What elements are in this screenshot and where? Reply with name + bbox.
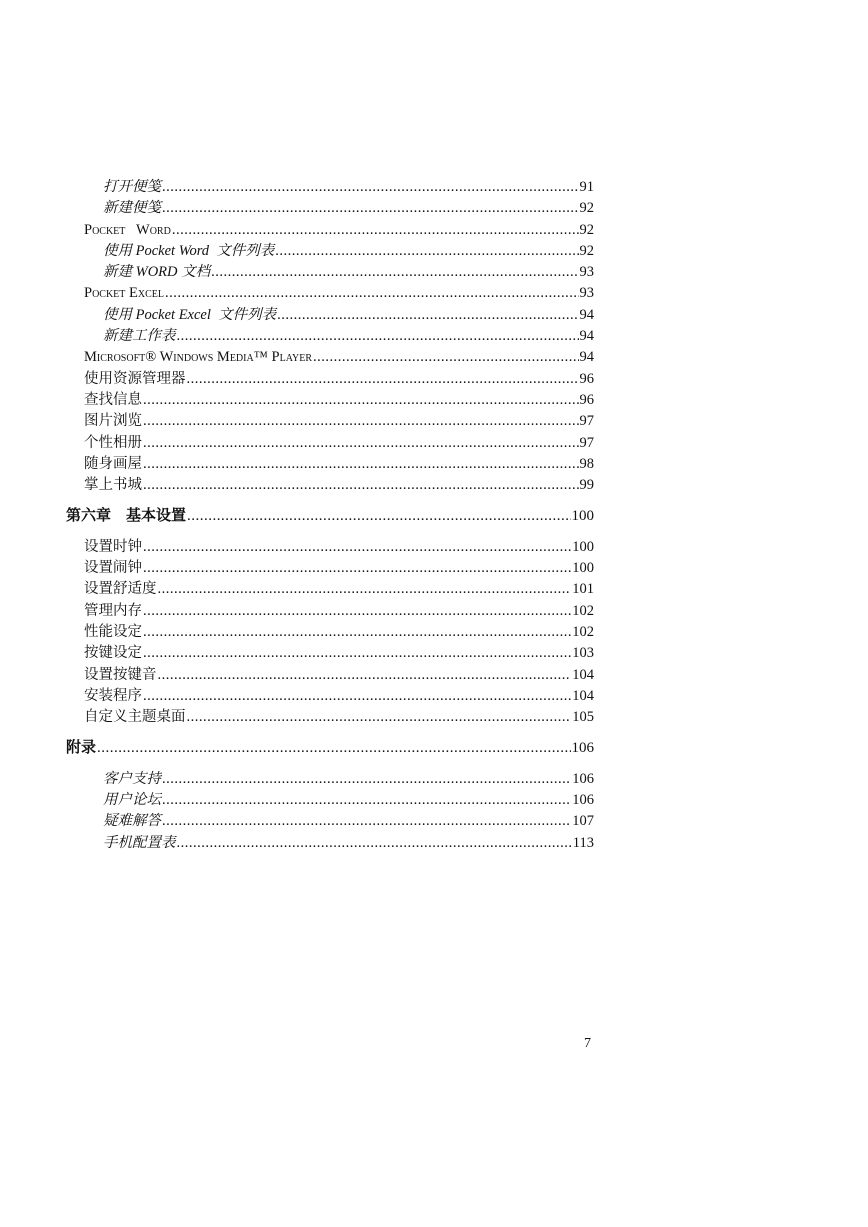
toc-title: 设置时钟 [84,538,142,555]
toc-page: 93 [579,285,594,302]
toc-title: 图片浏览 [84,413,142,430]
toc-title: Pocket Word [84,221,171,238]
toc-title: 掌上书城 [84,477,142,494]
toc-entry [66,369,594,390]
table-of-contents [66,177,594,854]
leader-dots [158,579,572,600]
toc-entry [66,769,594,790]
toc-entry [66,433,594,454]
toc-page: 97 [579,413,594,430]
leader-dots [143,454,579,475]
chapter-title: 第六章 基本设置 [66,508,187,525]
toc-title: 新建 WORD 文档 [103,264,211,281]
toc-title: Microsoft® Windows Media™ Player [84,349,313,366]
leader-dots [162,790,571,811]
leader-dots [187,707,572,728]
leader-dots [187,369,579,390]
toc-title: 管理内存 [84,602,142,619]
toc-title: 使用 Pocket Excel 文件列表 [103,306,277,323]
toc-chapter [66,506,594,527]
toc-title: 用户论坛 [103,792,161,809]
leader-dots [162,769,571,790]
toc-page: 94 [579,349,594,366]
toc-page: 99 [579,477,594,494]
leader-dots [158,665,572,686]
leader-dots [313,347,578,368]
toc-page: 107 [572,813,594,830]
toc-entry [66,790,594,811]
toc-title: 疑难解答 [103,813,161,830]
leader-dots [177,833,572,854]
leader-dots [177,326,579,347]
toc-page: 94 [579,306,594,323]
toc-page: 96 [579,370,594,387]
toc-entry [66,811,594,832]
toc-page: 93 [579,264,594,281]
toc-title: 设置舒适度 [84,581,157,598]
toc-page: 94 [579,328,594,345]
toc-entry [66,262,594,283]
toc-entry [66,833,594,854]
toc-page: 91 [579,179,594,195]
toc-title: 新建工作表 [103,328,176,345]
toc-title: 按键设定 [84,645,142,662]
toc-entry [66,537,594,558]
leader-dots [143,475,579,496]
leader-dots [211,262,578,283]
toc-chapter [66,738,594,759]
toc-title: Pocket Excel [84,285,164,302]
toc-entry [66,283,594,304]
toc-page: 103 [572,645,594,662]
leader-dots [165,283,579,304]
toc-page: 96 [579,391,594,408]
toc-title: 随身画屋 [84,455,142,472]
toc-title: 性能设定 [84,623,142,640]
toc-page: 98 [579,455,594,472]
toc-entry [66,347,594,368]
toc-title: 查找信息 [84,391,142,408]
toc-entry [66,686,594,707]
toc-title: 客户支持 [103,770,161,787]
leader-dots [162,177,579,198]
toc-title: 自定义主题桌面 [84,709,186,726]
toc-entry [66,622,594,643]
toc-page: 106 [571,740,594,757]
toc-page: 101 [572,581,594,598]
toc-entry [66,241,594,262]
leader-dots [143,433,579,454]
toc-page: 97 [579,434,594,451]
toc-entry [66,220,594,241]
leader-dots [143,537,571,558]
toc-entry [66,601,594,622]
toc-entry [66,411,594,432]
leader-dots [143,643,571,664]
toc-entry [66,475,594,496]
leader-dots [97,738,570,759]
toc-entry [66,558,594,579]
toc-page: 92 [579,200,594,217]
leader-dots [277,305,578,326]
toc-entry [66,177,594,198]
toc-title: 打开便笺 [103,179,161,195]
toc-title: 使用资源管理器 [84,370,186,387]
leader-dots [162,811,571,832]
toc-page: 100 [572,538,594,555]
toc-page: 102 [572,602,594,619]
leader-dots [143,390,579,411]
toc-title: 手机配置表 [103,834,176,851]
page-number: 7 [584,1036,591,1051]
toc-page: 104 [572,687,594,704]
leader-dots [172,220,579,241]
toc-page: 104 [572,666,594,683]
leader-dots [187,506,570,527]
toc-title: 个性相册 [84,434,142,451]
toc-title: 新建便笺 [103,200,161,217]
toc-entry [66,643,594,664]
toc-page: 105 [572,709,594,726]
toc-page: 102 [572,623,594,640]
toc-title: 安装程序 [84,687,142,704]
toc-entry [66,305,594,326]
toc-title: 使用 Pocket Word 文件列表 [103,242,275,259]
leader-dots [143,686,571,707]
leader-dots [275,241,578,262]
chapter-title: 附录 [66,740,97,757]
toc-page: 100 [572,560,594,577]
toc-entry [66,326,594,347]
toc-entry [66,454,594,475]
toc-title: 设置按键音 [84,666,157,683]
toc-entry [66,390,594,411]
toc-title: 设置闹钟 [84,560,142,577]
toc-page: 92 [579,221,594,238]
leader-dots [143,411,579,432]
leader-dots [143,601,571,622]
toc-page: 100 [571,508,594,525]
toc-page: 106 [572,792,594,809]
leader-dots [143,622,571,643]
toc-entry [66,579,594,600]
toc-page: 106 [572,770,594,787]
toc-page: 113 [572,834,594,851]
toc-entry [66,665,594,686]
leader-dots [162,198,579,219]
toc-page: 92 [579,242,594,259]
toc-entry [66,198,594,219]
leader-dots [143,558,571,579]
toc-entry [66,707,594,728]
